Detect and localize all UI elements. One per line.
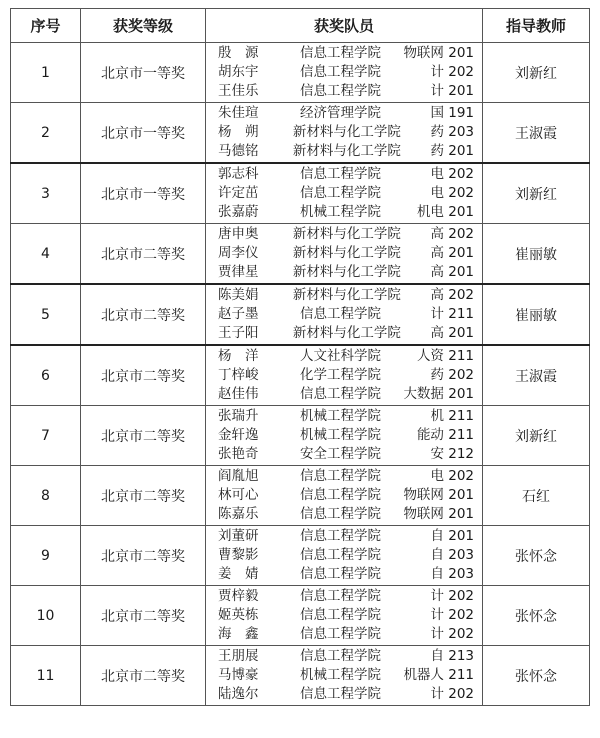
member-name: 陆逸尔 — [218, 686, 259, 702]
member-class: 计 202 — [430, 626, 474, 642]
member-college: 信息工程学院 — [300, 528, 381, 544]
member-class: 计 202 — [430, 588, 474, 604]
member-line — [206, 366, 482, 385]
member-college: 信息工程学院 — [300, 566, 381, 582]
advisor-teacher: 张怀念 — [483, 526, 590, 586]
member-class: 能动 211 — [416, 427, 474, 443]
member-college: 新材料与化工学院 — [292, 245, 401, 261]
member-line — [206, 445, 482, 464]
member-line — [206, 587, 482, 606]
member-college: 机械工程学院 — [300, 427, 381, 443]
team-members — [206, 103, 483, 164]
award-level: 北京市二等奖 — [81, 646, 206, 706]
member-name: 姜 婧 — [218, 566, 259, 582]
row-number: 5 — [11, 284, 81, 345]
row-number: 3 — [11, 163, 81, 224]
row-number: 11 — [11, 646, 81, 706]
member-college: 信息工程学院 — [300, 648, 381, 664]
award-level: 北京市二等奖 — [81, 586, 206, 646]
member-line — [206, 685, 482, 704]
member-college: 机械工程学院 — [300, 667, 381, 683]
member-line — [206, 286, 482, 305]
table-row — [11, 526, 590, 586]
member-college: 机械工程学院 — [300, 408, 381, 424]
member-name: 唐申奥 — [218, 226, 259, 242]
award-level: 北京市一等奖 — [81, 163, 206, 224]
member-name: 赵佳伟 — [218, 386, 259, 402]
table-row — [11, 345, 590, 406]
member-college: 信息工程学院 — [300, 306, 381, 322]
table-row — [11, 43, 590, 103]
member-name: 王子阳 — [218, 325, 259, 341]
member-college: 化学工程学院 — [300, 367, 381, 383]
member-college: 新材料与化工学院 — [292, 143, 401, 159]
advisor-teacher: 刘新红 — [483, 406, 590, 466]
member-line — [206, 82, 482, 101]
member-name: 马德铭 — [218, 143, 259, 159]
member-line — [206, 426, 482, 445]
member-college: 安全工程学院 — [300, 446, 381, 462]
member-class: 自 201 — [430, 528, 474, 544]
member-line — [206, 244, 482, 263]
member-line — [206, 347, 482, 366]
member-class: 计 211 — [430, 306, 474, 322]
member-class: 物联网 201 — [403, 487, 474, 503]
member-line — [206, 666, 482, 685]
member-name: 张嘉蔚 — [218, 204, 259, 220]
awards-table-container — [10, 8, 589, 706]
member-name: 赵子墨 — [218, 306, 259, 322]
row-number: 2 — [11, 103, 81, 164]
advisor-teacher: 张怀念 — [483, 646, 590, 706]
award-level: 北京市一等奖 — [81, 43, 206, 103]
member-college: 新材料与化工学院 — [292, 325, 401, 341]
member-name: 朱佳瑄 — [218, 105, 259, 121]
member-college: 信息工程学院 — [300, 468, 381, 484]
member-line — [206, 203, 482, 222]
table-row — [11, 586, 590, 646]
row-number: 10 — [11, 586, 81, 646]
member-line — [206, 486, 482, 505]
member-college: 信息工程学院 — [300, 607, 381, 623]
member-line — [206, 63, 482, 82]
member-name: 阎胤旭 — [218, 468, 259, 484]
member-class: 药 202 — [430, 367, 474, 383]
member-college: 新材料与化工学院 — [292, 264, 401, 280]
advisor-teacher: 张怀念 — [483, 586, 590, 646]
award-level: 北京市一等奖 — [81, 103, 206, 164]
team-members — [206, 43, 483, 103]
award-level: 北京市二等奖 — [81, 406, 206, 466]
advisor-teacher: 石红 — [483, 466, 590, 526]
member-college: 信息工程学院 — [300, 386, 381, 402]
member-name: 金轩逸 — [218, 427, 259, 443]
member-college: 信息工程学院 — [300, 83, 381, 99]
member-class: 自 203 — [430, 547, 474, 563]
table-row — [11, 163, 590, 224]
advisor-teacher: 王淑霞 — [483, 345, 590, 406]
member-class: 计 202 — [430, 64, 474, 80]
member-line — [206, 565, 482, 584]
award-level: 北京市二等奖 — [81, 224, 206, 285]
member-name: 郭志科 — [218, 166, 259, 182]
header-members: 获奖队员 — [206, 9, 483, 43]
team-members — [206, 224, 483, 285]
member-name: 贾律星 — [218, 264, 259, 280]
header-level: 获奖等级 — [81, 9, 206, 43]
member-college: 人文社科学院 — [300, 348, 381, 364]
row-number: 6 — [11, 345, 81, 406]
member-college: 信息工程学院 — [300, 185, 381, 201]
member-class: 自 213 — [430, 648, 474, 664]
member-line — [206, 647, 482, 666]
member-class: 机 211 — [430, 408, 474, 424]
member-name: 曹黎影 — [218, 547, 259, 563]
member-line — [206, 305, 482, 324]
member-name: 贾梓毅 — [218, 588, 259, 604]
member-name: 姬英栋 — [218, 607, 259, 623]
member-college: 信息工程学院 — [300, 626, 381, 642]
table-row — [11, 224, 590, 285]
table-row — [11, 406, 590, 466]
member-class: 物联网 201 — [403, 506, 474, 522]
award-level: 北京市二等奖 — [81, 284, 206, 345]
member-college: 信息工程学院 — [300, 45, 381, 61]
member-line — [206, 263, 482, 282]
member-name: 张瑞升 — [218, 408, 259, 424]
member-class: 电 202 — [430, 468, 474, 484]
team-members — [206, 406, 483, 466]
member-college: 机械工程学院 — [300, 204, 381, 220]
award-level: 北京市二等奖 — [81, 526, 206, 586]
member-class: 电 202 — [430, 185, 474, 201]
header-teacher: 指导教师 — [483, 9, 590, 43]
advisor-teacher: 刘新红 — [483, 163, 590, 224]
member-line — [206, 606, 482, 625]
member-class: 大数据 201 — [403, 386, 474, 402]
member-class: 机电 201 — [416, 204, 474, 220]
member-name: 杨 洋 — [218, 348, 259, 364]
member-line — [206, 385, 482, 404]
member-name: 陈嘉乐 — [218, 506, 259, 522]
member-class: 高 202 — [430, 287, 474, 303]
member-name: 陈美娟 — [218, 287, 259, 303]
team-members — [206, 586, 483, 646]
member-class: 药 201 — [430, 143, 474, 159]
row-number: 9 — [11, 526, 81, 586]
member-college: 信息工程学院 — [300, 506, 381, 522]
member-line — [206, 225, 482, 244]
award-level: 北京市二等奖 — [81, 466, 206, 526]
member-class: 高 201 — [430, 245, 474, 261]
member-class: 高 202 — [430, 226, 474, 242]
member-class: 计 201 — [430, 83, 474, 99]
member-name: 王佳乐 — [218, 83, 259, 99]
member-line — [206, 104, 482, 123]
member-class: 人资 211 — [416, 348, 474, 364]
member-class: 物联网 201 — [403, 45, 474, 61]
member-name: 海 鑫 — [218, 626, 259, 642]
member-college: 新材料与化工学院 — [292, 124, 401, 140]
member-line — [206, 505, 482, 524]
team-members — [206, 345, 483, 406]
member-college: 信息工程学院 — [300, 686, 381, 702]
advisor-teacher: 刘新红 — [483, 43, 590, 103]
table-header-row — [11, 9, 590, 43]
member-college: 信息工程学院 — [300, 64, 381, 80]
awards-table — [10, 8, 590, 706]
member-line — [206, 123, 482, 142]
advisor-teacher: 崔丽敏 — [483, 224, 590, 285]
team-members — [206, 646, 483, 706]
member-college: 新材料与化工学院 — [292, 287, 401, 303]
member-name: 殷 源 — [218, 45, 259, 61]
advisor-teacher: 王淑霞 — [483, 103, 590, 164]
header-no: 序号 — [11, 9, 81, 43]
member-name: 周李仪 — [218, 245, 259, 261]
member-line — [206, 324, 482, 343]
table-body — [11, 43, 590, 706]
team-members — [206, 163, 483, 224]
member-line — [206, 625, 482, 644]
member-name: 丁梓峻 — [218, 367, 259, 383]
row-number: 7 — [11, 406, 81, 466]
member-class: 安 212 — [430, 446, 474, 462]
member-line — [206, 44, 482, 63]
member-name: 张艳奇 — [218, 446, 259, 462]
table-row — [11, 646, 590, 706]
table-row — [11, 284, 590, 345]
advisor-teacher: 崔丽敏 — [483, 284, 590, 345]
member-college: 新材料与化工学院 — [292, 226, 401, 242]
member-college: 经济管理学院 — [300, 105, 381, 121]
member-line — [206, 184, 482, 203]
member-class: 国 191 — [430, 105, 474, 121]
row-number: 1 — [11, 43, 81, 103]
member-name: 胡东宇 — [218, 64, 259, 80]
member-line — [206, 165, 482, 184]
table-row — [11, 103, 590, 164]
team-members — [206, 466, 483, 526]
member-college: 信息工程学院 — [300, 588, 381, 604]
member-name: 马博豪 — [218, 667, 259, 683]
member-name: 杨 朔 — [218, 124, 259, 140]
member-line — [206, 546, 482, 565]
award-level: 北京市二等奖 — [81, 345, 206, 406]
member-class: 药 203 — [430, 124, 474, 140]
team-members — [206, 284, 483, 345]
member-line — [206, 527, 482, 546]
member-college: 信息工程学院 — [300, 166, 381, 182]
row-number: 8 — [11, 466, 81, 526]
member-class: 自 203 — [430, 566, 474, 582]
member-line — [206, 467, 482, 486]
member-name: 刘董研 — [218, 528, 259, 544]
row-number: 4 — [11, 224, 81, 285]
member-name: 王朋展 — [218, 648, 259, 664]
member-class: 高 201 — [430, 264, 474, 280]
member-class: 高 201 — [430, 325, 474, 341]
member-class: 计 202 — [430, 607, 474, 623]
member-name: 许定茁 — [218, 185, 259, 201]
member-line — [206, 407, 482, 426]
member-class: 机器人 211 — [403, 667, 474, 683]
member-name: 林可心 — [218, 487, 259, 503]
member-line — [206, 142, 482, 161]
member-class: 电 202 — [430, 166, 474, 182]
team-members — [206, 526, 483, 586]
member-college: 信息工程学院 — [300, 487, 381, 503]
member-class: 计 202 — [430, 686, 474, 702]
table-row — [11, 466, 590, 526]
member-college: 信息工程学院 — [300, 547, 381, 563]
